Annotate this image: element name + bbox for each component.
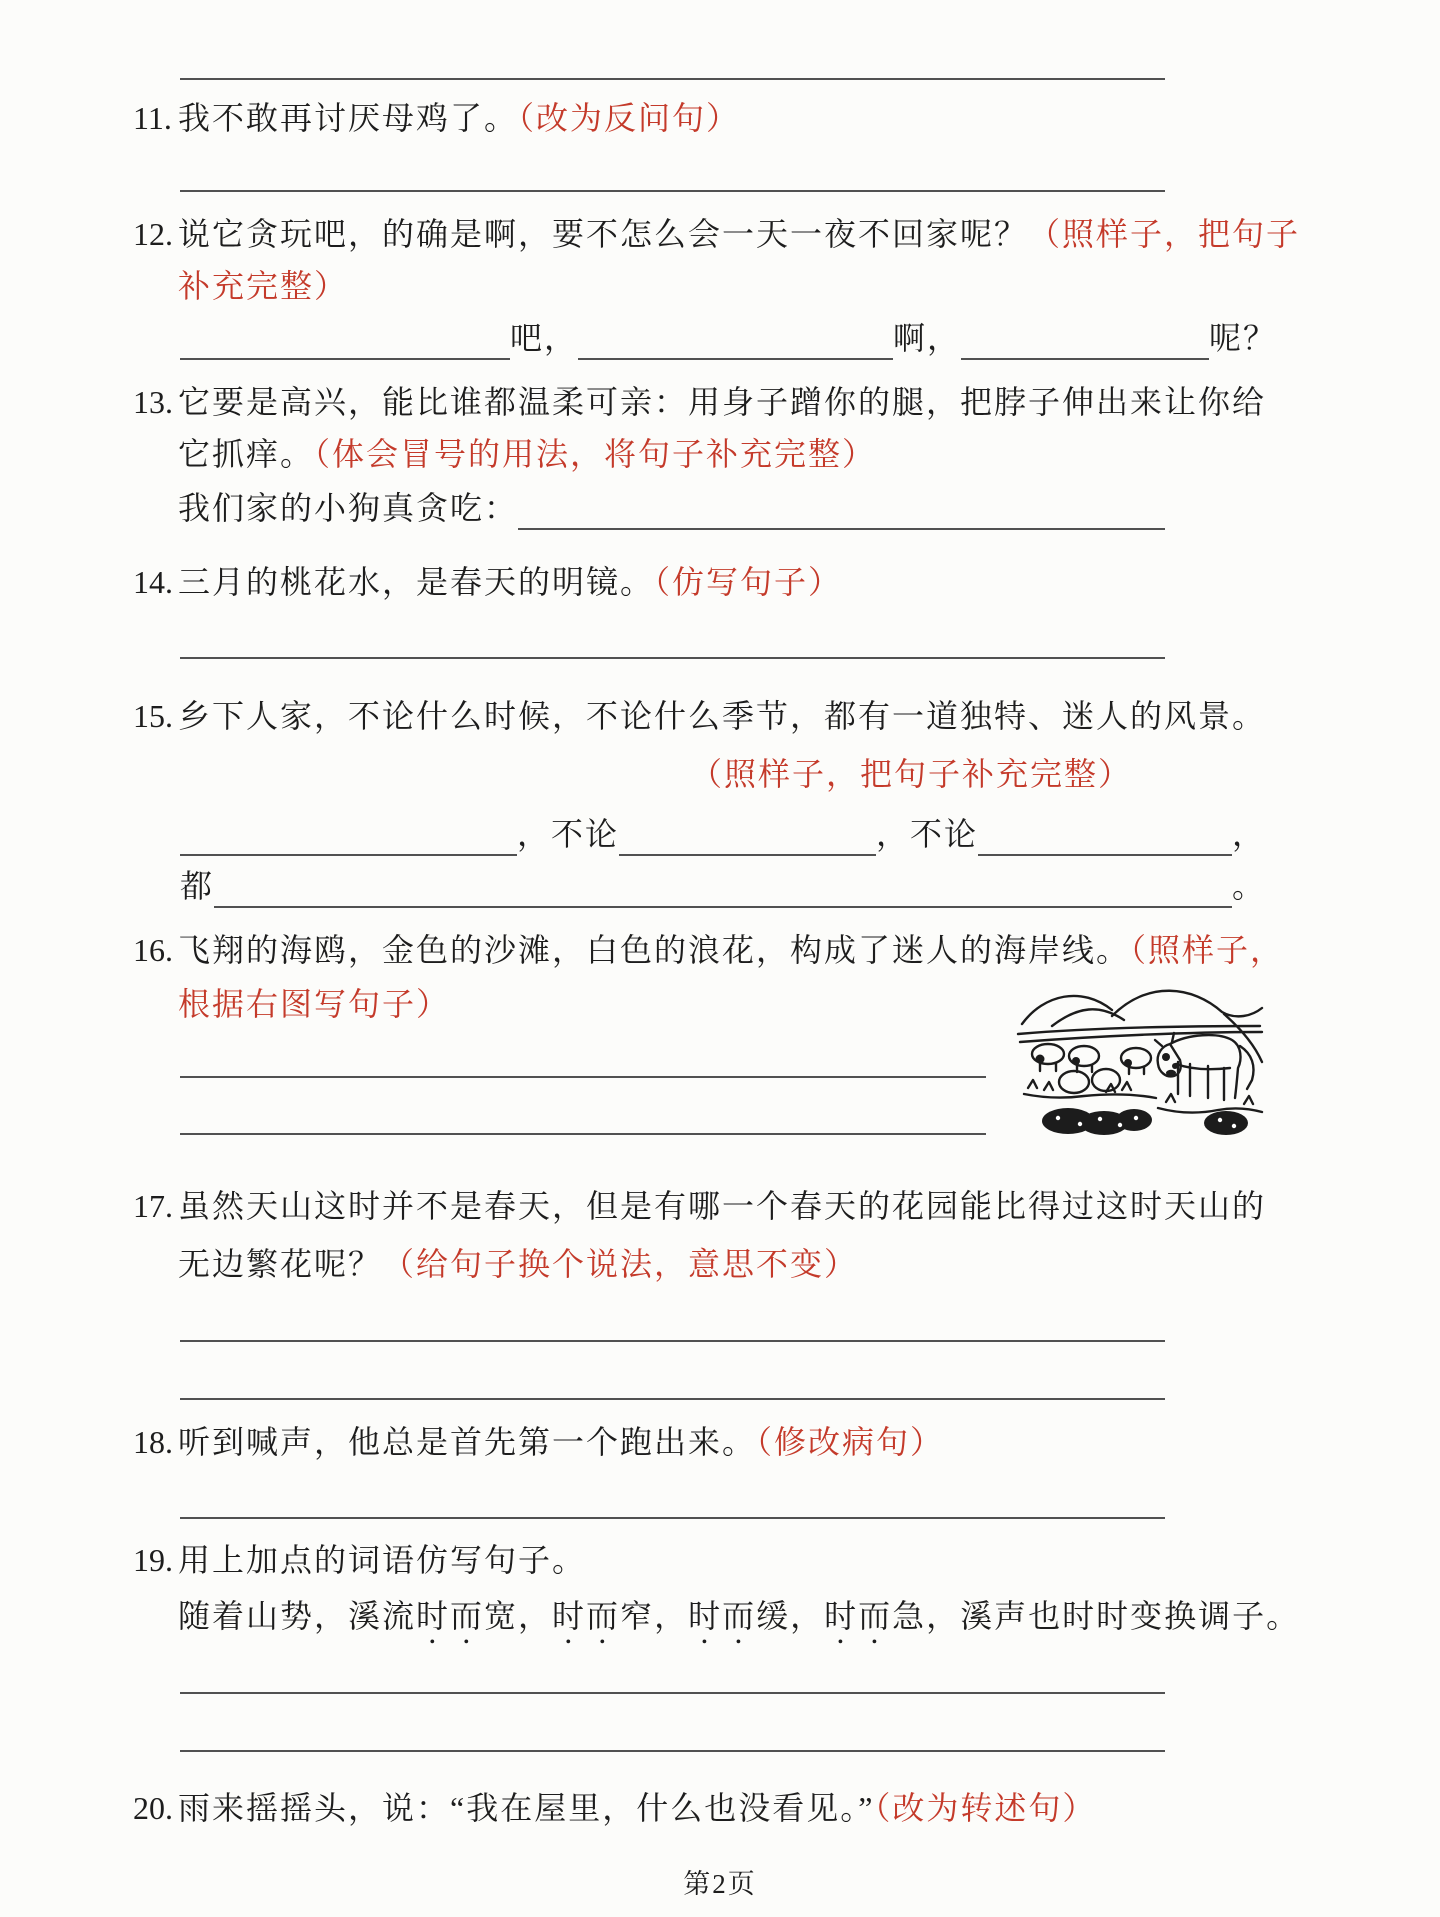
bush bbox=[1204, 1111, 1248, 1135]
answer-line bbox=[180, 1517, 1165, 1519]
instruction-note: （给句子换个说法，意思不变） bbox=[382, 1246, 859, 1282]
sentence-segment: 缓， bbox=[756, 1598, 825, 1634]
answer-line bbox=[180, 657, 1165, 659]
question-text: 雨来摇摇头，说：“我在屋里，什么也没看见。” bbox=[178, 1790, 875, 1826]
question-number: 14. bbox=[133, 564, 173, 600]
instruction-note-continued: 根据右图写句子） bbox=[178, 986, 451, 1022]
question-text: 它要是高兴，能比谁都温柔可亲：用身子蹭你的腿，把脖子伸出来让你给 bbox=[178, 384, 1267, 420]
fill-text: 都 bbox=[180, 868, 215, 904]
answer-line bbox=[180, 1750, 1165, 1752]
question-18 bbox=[133, 1420, 944, 1464]
question-number: 16. bbox=[133, 932, 173, 968]
answer-line bbox=[180, 1692, 1165, 1694]
question-19-example-sentence bbox=[178, 1594, 1300, 1651]
question-15 bbox=[133, 694, 1266, 738]
cow-spot bbox=[1172, 1063, 1178, 1069]
fill-prompt: 我们家的小狗真贪吃： bbox=[178, 490, 519, 526]
instruction-note: （照样子，把句子 bbox=[1028, 216, 1301, 252]
fill-blank bbox=[578, 316, 893, 360]
cow-spot bbox=[1162, 1053, 1170, 1061]
instruction-note: （体会冒号的用法，将句子补充完整） bbox=[314, 436, 877, 472]
emphasized-word: 时而 bbox=[552, 1598, 621, 1634]
bushes bbox=[1036, 1053, 1249, 1135]
answer-line bbox=[180, 1398, 1165, 1400]
emphasized-word: 时而 bbox=[824, 1598, 893, 1634]
grass-line bbox=[1158, 1108, 1262, 1113]
cow-belly bbox=[1176, 1064, 1230, 1069]
fill-text: ，不论 bbox=[876, 816, 979, 852]
question-13 bbox=[133, 380, 1266, 424]
instruction-note: （改为转述句） bbox=[874, 1790, 1097, 1826]
fill-blank bbox=[180, 316, 510, 360]
instruction-note: （照样子， bbox=[1130, 932, 1285, 968]
instruction-note: （修改病句） bbox=[756, 1424, 945, 1460]
sentence-segment: 窄， bbox=[620, 1598, 689, 1634]
question-number: 17. bbox=[133, 1188, 173, 1224]
question-17 bbox=[133, 1184, 1266, 1228]
emphasized-word: 时而 bbox=[416, 1598, 485, 1634]
question-number: 20. bbox=[133, 1790, 173, 1826]
question-14 bbox=[133, 560, 842, 604]
instruction-note: （仿写句子） bbox=[654, 564, 843, 600]
question-text: 三月的桃花水，是春天的明镜。 bbox=[178, 564, 655, 600]
answer-line bbox=[180, 1133, 986, 1135]
question-number: 13. bbox=[133, 384, 173, 420]
bush bbox=[1116, 1109, 1152, 1131]
question-text: 虽然天山这时并不是春天，但是有哪一个春天的花园能比得过这时天山的 bbox=[178, 1188, 1267, 1224]
question-15-fill-line2 bbox=[180, 864, 1266, 908]
question-16 bbox=[133, 928, 1284, 972]
grass-tufts bbox=[1166, 1094, 1253, 1104]
question-20 bbox=[133, 1786, 1096, 1830]
fill-blank bbox=[518, 486, 1165, 530]
fill-blank bbox=[180, 812, 517, 856]
question-11 bbox=[133, 96, 740, 140]
fill-blank bbox=[961, 316, 1209, 360]
fill-text: ，不论 bbox=[517, 816, 620, 852]
question-15-fill-line1 bbox=[180, 812, 1266, 856]
answer-line bbox=[180, 78, 1165, 80]
question-number: 15. bbox=[133, 698, 173, 734]
fill-text: 。 bbox=[1232, 868, 1267, 904]
cow-muzzle bbox=[1166, 1070, 1176, 1076]
sheep-lying bbox=[1059, 1071, 1089, 1093]
question-number: 11. bbox=[133, 100, 172, 136]
question-text: 乡下人家，不论什么时候，不论什么季节，都有一道独特、迷人的风景。 bbox=[178, 698, 1267, 734]
question-text: 飞翔的海鸥，金色的沙滩，白色的浪花，构成了迷人的海岸线。 bbox=[178, 932, 1131, 968]
grass-line bbox=[1024, 1094, 1156, 1098]
instruction-note-continued: 补充完整） bbox=[178, 268, 349, 304]
pasture-cattle-sheep-illustration bbox=[1008, 970, 1270, 1142]
fill-text: 吧， bbox=[510, 320, 579, 356]
fill-text: 呢？ bbox=[1209, 320, 1278, 356]
sentence-segment: 随着山势，溪流 bbox=[178, 1598, 417, 1634]
grass-tufts bbox=[1028, 1080, 1131, 1092]
sentence-segment: 急，溪声也时时变换调子。 bbox=[892, 1598, 1301, 1634]
cow-tail bbox=[1240, 1046, 1254, 1089]
question-text: 它抓痒。 bbox=[178, 436, 315, 472]
sheep-lying bbox=[1092, 1069, 1120, 1091]
question-13-line2 bbox=[178, 432, 876, 476]
sheep-head bbox=[1036, 1055, 1045, 1064]
page-number: 第2页 bbox=[683, 1869, 757, 1899]
answer-line bbox=[180, 1076, 986, 1078]
question-19 bbox=[133, 1538, 586, 1582]
question-number: 19. bbox=[133, 1542, 173, 1578]
fill-blank bbox=[214, 864, 1232, 908]
question-text: 无边繁花呢？ bbox=[178, 1246, 383, 1282]
answer-line bbox=[180, 190, 1165, 192]
hill-line bbox=[1052, 1009, 1124, 1026]
hill-line bbox=[1112, 991, 1262, 1017]
fill-blank bbox=[619, 812, 876, 856]
question-17-line2 bbox=[178, 1242, 858, 1286]
sheep-head bbox=[1124, 1059, 1132, 1067]
question-number: 18. bbox=[133, 1424, 173, 1460]
question-13-fill-line bbox=[178, 486, 1165, 530]
question-text: 用上加点的词语仿写句子。 bbox=[178, 1542, 587, 1578]
instruction-note: （照样子，把句子补充完整） bbox=[690, 756, 1133, 792]
sheep-head bbox=[1072, 1057, 1080, 1065]
instruction-note: （改为反问句） bbox=[518, 100, 741, 136]
sentence-segment: 宽， bbox=[484, 1598, 553, 1634]
fill-text: 啊， bbox=[893, 320, 962, 356]
question-12-fill-line bbox=[180, 316, 1277, 360]
question-text: 听到喊声，他总是首先第一个跑出来。 bbox=[178, 1424, 757, 1460]
question-12 bbox=[133, 212, 1300, 256]
emphasized-word: 时而 bbox=[688, 1598, 757, 1634]
answer-line bbox=[180, 1340, 1165, 1342]
fill-text: ， bbox=[1232, 816, 1267, 852]
fill-blank bbox=[978, 812, 1232, 856]
question-text: 说它贪玩吧，的确是啊，要不怎么会一天一夜不回家呢？ bbox=[178, 216, 1029, 252]
question-number: 12. bbox=[133, 216, 173, 252]
question-text: 我不敢再讨厌母鸡了。 bbox=[178, 100, 519, 136]
